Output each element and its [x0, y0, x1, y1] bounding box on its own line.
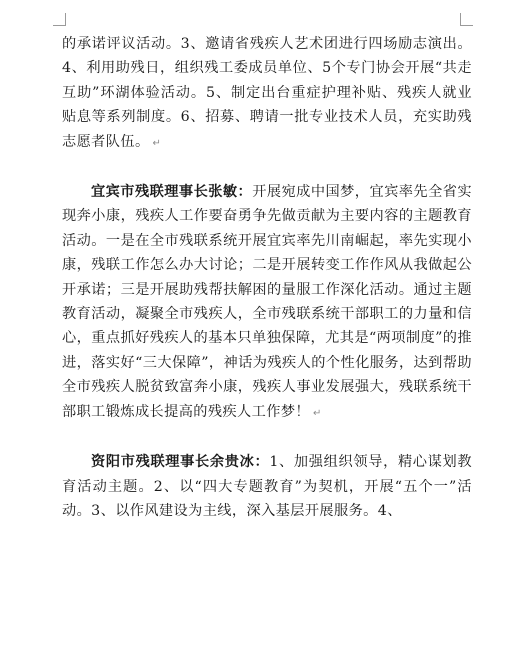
paragraph-2-text: 开展宛成中国梦，宜宾率先全省实现奔小康，残疾人工作要奋勇争先做贡献为主要内容的主题教育活动。一是在全市残联系统开展宜宾率先川南崛起，率先实现小康，残联工作怎么办大讨论；二是开展转变工作作风从我做起公开承诺；三是开展助残帮扶解困的量服工作深化活动。通过主题教育活动，凝聚全市残疾人，全市残联系统干部职工的力量和信心，重点抓好残疾人的基本只单独保障，尤其是“两项制度”的推进，落实好“三大保障”，神话为残疾人的个性化服务，达到帮助全市残疾人脱贫致富奔小康，残疾人事业发展强大，残联系统干部职工锻炼成长提高的残疾人工作梦！ [62, 184, 472, 420]
margin-corner-top-left [53, 13, 66, 26]
speaker-name: 资阳市残联理事长余贵冰： [91, 454, 270, 471]
paragraph-3 [62, 450, 472, 523]
paragraph-3-text: 1、加强组织领导，精心谋划教育活动主题。2、以“四大专题教育”为契机，开展“五个一”活动。3、以作风建设为主线，深入基层开展服务。4、 [62, 454, 472, 519]
paragraph-mark-icon: ↵ [313, 407, 322, 419]
paragraph-2 [62, 180, 472, 426]
margin-corner-top-right [460, 13, 473, 26]
paragraph-1 [62, 32, 472, 156]
paragraph-1-text: 的承诺评议活动。3、邀请省残疾人艺术团进行四场励志演出。4、利用助残日，组织残工委成员单位、5个专门协会开展“共走互助”环湖体验活动。5、制定出台重症护理补贴、残疾人就业贴息等系列制度。6、招募、聘请一批专业技术人员，充实助残志愿者队伍。 [62, 36, 472, 150]
speaker-name: 宜宾市残联理事长张敏： [91, 184, 253, 201]
document-body[interactable] [62, 32, 472, 523]
paragraph-mark-icon: ↵ [152, 137, 162, 149]
